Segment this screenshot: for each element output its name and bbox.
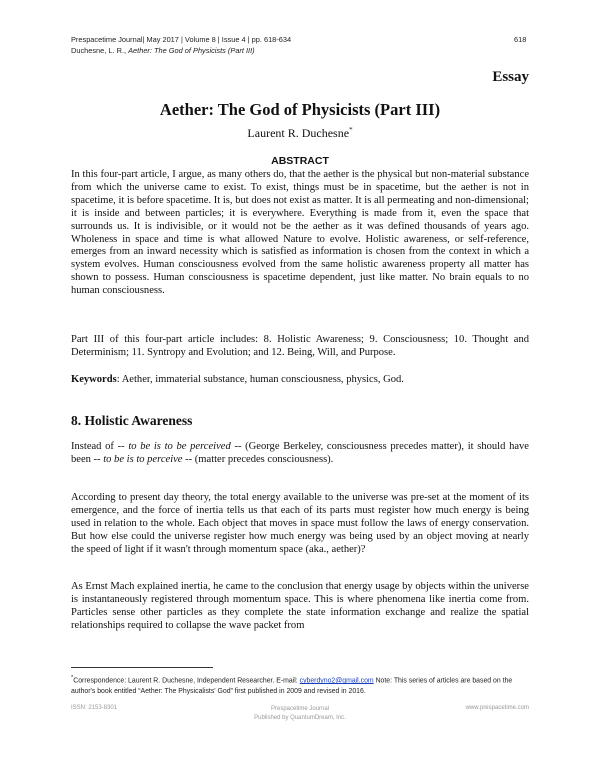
author-line — [0, 126, 600, 141]
body1-quote-a: to be is to be perceived — [128, 441, 231, 452]
keywords — [71, 374, 529, 387]
footer-website[interactable]: www.prespacetime.com — [465, 705, 529, 711]
keywords-label: Keywords — [71, 374, 117, 385]
body1-text-c: -- (matter precedes consciousness). — [182, 453, 334, 465]
running-header — [71, 35, 291, 56]
citation-author: Duchesne, L. R., — [71, 45, 129, 55]
footnote-pre: Correspondence: Laurent R. Duchesne, Independent Researcher. E-mail: — [73, 677, 300, 685]
part-contents-text: Part III of this four-part article includes: 8. Holistic Awareness; 9. Consciousness; 10. Thought and Determinism; 11. Syntropy and Evolution; and 12. Being, Will, and Purpose. — [71, 334, 529, 358]
footnote-divider — [71, 667, 213, 668]
paper-title: Aether: The God of Physicists (Part III) — [159, 100, 441, 119]
footer-issn: ISSN: 2153-8301 — [71, 705, 118, 711]
body-paragraph-2: According to present day theory, the total energy available to the universe was pre-set at the moment of its emergence, and the force of inertia tells us that each of its parts must register how much energy is being used in relation to the whole. Each object that moves in space must follow the laws of energy conservation. But how else could the universe register how much energy was being used by an object moving at nearly the speed of light if it wasn't through momentum space (aka., aether)? — [71, 492, 529, 555]
footnote-mark: * — [71, 675, 74, 681]
footer-publisher: Published by QuantumDream, Inc. — [254, 714, 346, 721]
body-paragraph-1 — [71, 441, 529, 467]
footnote-post: Note: This series of articles are based on the author's book entitled “Aether: The Physicalists' God” first published in 2009 and revised in 2016. — [71, 677, 513, 696]
footnote — [71, 673, 533, 697]
email-link[interactable]: cyberdyno2@gmail.com — [299, 677, 374, 685]
body1-text-a: Instead of -- — [71, 441, 129, 452]
section-heading: 8. Holistic Awareness — [71, 413, 193, 428]
journal-line: Prespacetime Journal| May 2017 | Volume 8 | Issue 4 | pp. 618-634 — [71, 35, 292, 44]
abstract-heading: ABSTRACT — [271, 155, 329, 167]
body-paragraph-3: As Ernst Mach explained inertia, he came to the conclusion that energy usage by objects within the universe is instantaneously registered through momentum space. This is where phenomena like inertia come from. Particles sense other particles as they complete the state information exchange and realize the spatial relationships required to collapse the wave packet from — [71, 581, 529, 631]
citation-line — [71, 46, 291, 57]
author-name: Laurent R. Duchesne — [247, 126, 350, 140]
page-number: 618 — [514, 35, 527, 44]
author-footnote-mark: * — [349, 126, 353, 134]
abstract-text: In this four-part article, I argue, as many others do, that the aether is the physical but non-material substance from which the universe came to exist. To exist, things must be in spacetime, but the aether is not in spacetime, it is before spacetime. It is, but does not exist as matter. It is all permeating and non-dimensional; it is inside and between particles; it is everywhere. Everything is made from it, even the space that surrounds us. It is indivisible, or it would not be the aether as it was defined thousands of years ago. Wholeness in space and time is what allowed Nature to evolve. Holistic awareness, or self-reference, emerges from an inward necessity which is satisfied as information is chosen from the context in which a system evolves. Human consciousness evolved from the same holistic awareness property all matter has shown to possess. Human consciousness is spacetime dependent, just like matter. No brain equals to no human consciousness. — [71, 169, 529, 297]
keywords-list: : Aether, immaterial substance, human consciousness, physics, God. — [116, 374, 404, 385]
citation-title: Aether: The God of Physicists (Part III) — [128, 45, 255, 55]
article-type: Essay — [492, 69, 529, 85]
body1-quote-b: to be is to perceive — [103, 453, 183, 465]
body1-text-b: -- (George Berkeley, consciousness precedes matter), it should have been -- — [71, 441, 529, 465]
footer-journal: Prespacetime Journal — [270, 706, 330, 712]
